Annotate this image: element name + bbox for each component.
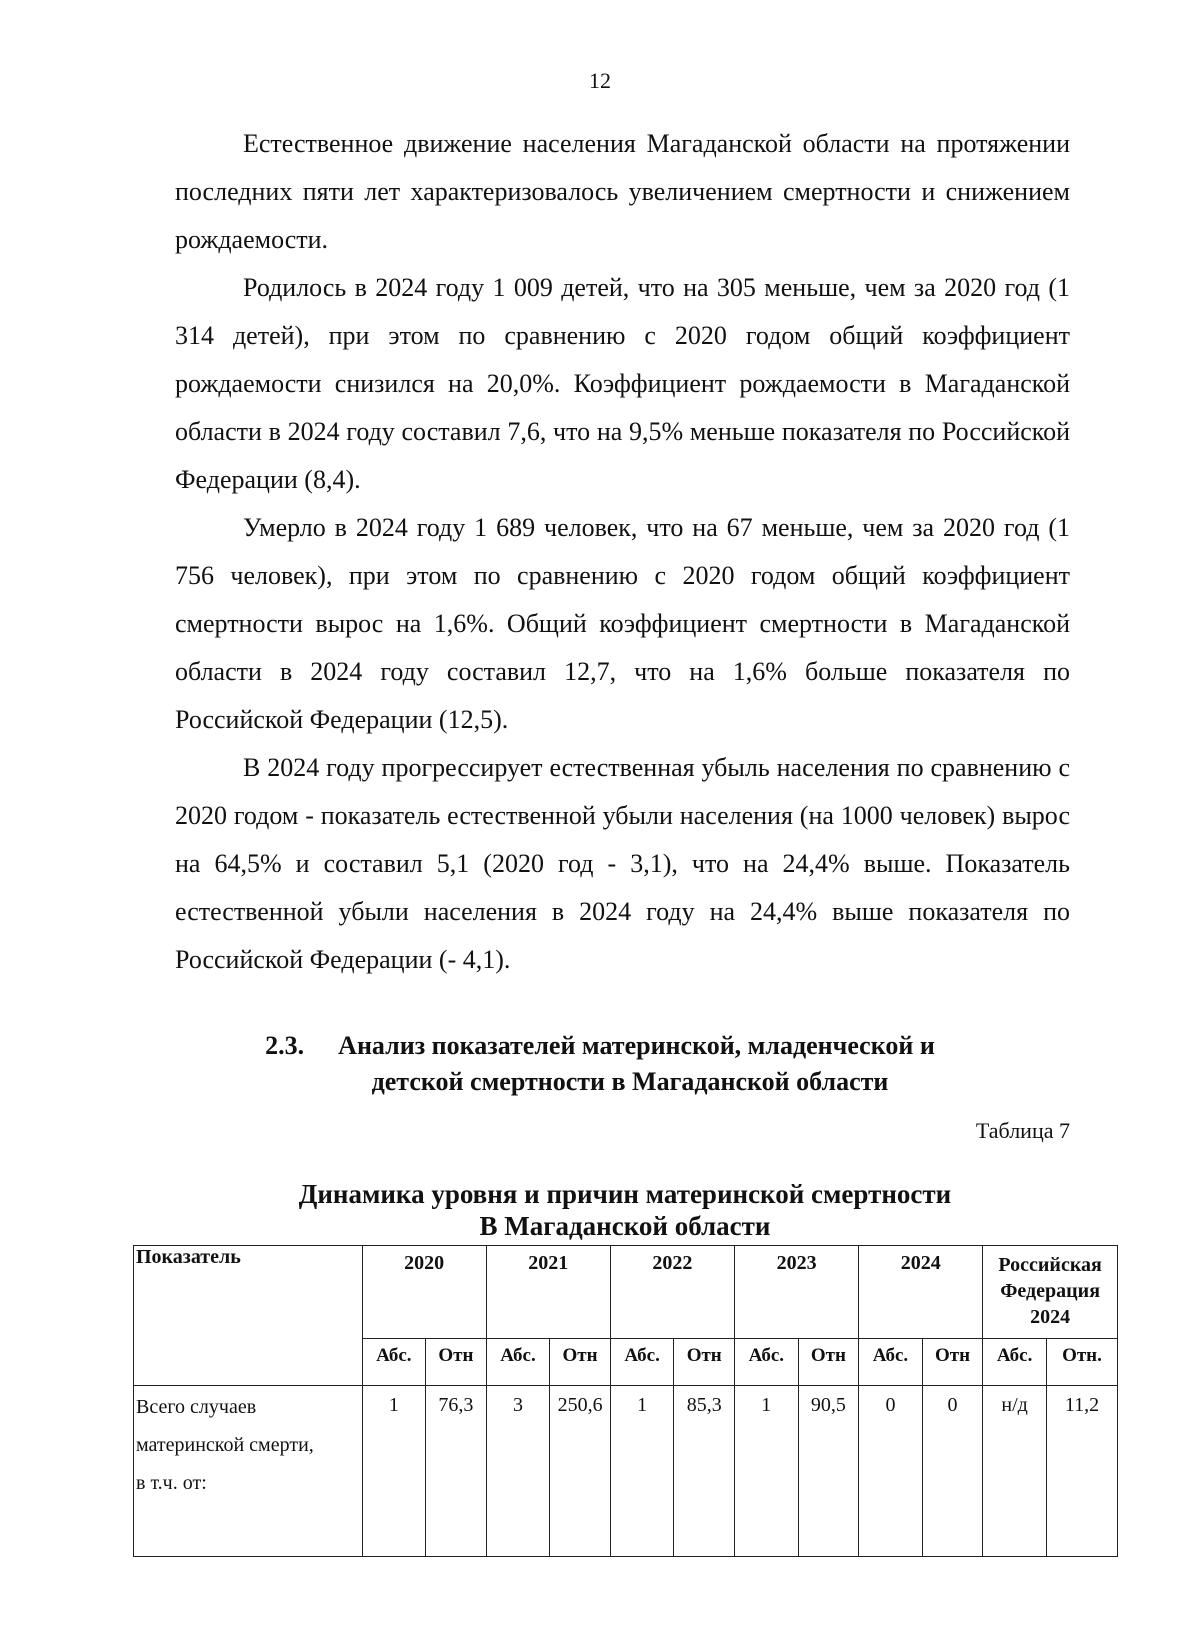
- header-rf-line1: Российская: [998, 1254, 1102, 1276]
- subheader-otn: Отн: [426, 1339, 487, 1386]
- cell-2020-abs: 1: [362, 1386, 426, 1557]
- cell-rf-otn: 11,2: [1046, 1386, 1117, 1557]
- header-year-2021: 2021: [486, 1246, 610, 1339]
- cell-2023-abs: 1: [734, 1386, 798, 1557]
- table-title: [0, 1178, 1200, 1242]
- subheader-otn: Отн: [550, 1339, 611, 1386]
- subheader-abs: Абс.: [983, 1339, 1047, 1386]
- section-number: 2.3.: [265, 1031, 305, 1060]
- section-heading: [0, 1028, 1200, 1100]
- header-year-2023: 2023: [734, 1246, 858, 1339]
- paragraph-1: Естественное движение населения Магаданской области на протяжении последних пяти лет характеризовалось увеличением смертности и снижением рождаемости.: [175, 129, 1070, 254]
- table-label: Таблица 7: [975, 1118, 1070, 1143]
- cell-2022-otn: 85,3: [674, 1386, 735, 1557]
- header-year-2020: 2020: [362, 1246, 486, 1339]
- subheader-abs: Абс.: [486, 1339, 550, 1386]
- mortality-table: [133, 1245, 1118, 1557]
- table-row: [134, 1386, 1118, 1557]
- cell-2021-abs: 3: [486, 1386, 550, 1557]
- cell-2024-otn: 0: [922, 1386, 983, 1557]
- cell-rf-abs: н/д: [983, 1386, 1047, 1557]
- row-label-line3: в т.ч. от:: [136, 1472, 207, 1494]
- header-year-2022: 2022: [610, 1246, 734, 1339]
- subheader-otn: Отн: [674, 1339, 735, 1386]
- cell-2024-abs: 0: [859, 1386, 923, 1557]
- table-header-row: [134, 1246, 1118, 1339]
- subheader-abs: Абс.: [859, 1339, 923, 1386]
- row-label-total-cases: [134, 1386, 363, 1557]
- subheader-abs: Абс.: [610, 1339, 674, 1386]
- cell-2020-otn: 76,3: [426, 1386, 487, 1557]
- page-number: 12: [589, 68, 611, 93]
- paragraph-3: Умерло в 2024 году 1 689 человек, что на 67 меньше, чем за 2020 год (1 756 человек), при этом по сравнению с 2020 годом общий коэффициент смертности вырос на 1,6%. Общий коэффициент смертности в Магаданской области в 2024 году составил 12,7, что на 1,6% больше показателя по Российской Федерации (12,5).: [175, 513, 1070, 734]
- header-rf-line3: 2024: [1030, 1306, 1071, 1328]
- subheader-abs: Абс.: [734, 1339, 798, 1386]
- section-title-line1: Анализ показателей материнской, младенческой и: [338, 1031, 935, 1060]
- cell-2022-abs: 1: [610, 1386, 674, 1557]
- subheader-otn: Отн: [922, 1339, 983, 1386]
- subheader-otn: Отн: [798, 1339, 859, 1386]
- row-label-line1: Всего случаев: [136, 1396, 257, 1418]
- header-indicator: Показатель: [134, 1246, 363, 1386]
- table-title-line2: В Магаданской области: [479, 1211, 771, 1241]
- section-heading-line1: [0, 1028, 1200, 1064]
- table-title-line1: Динамика уровня и причин материнской смертности: [298, 1179, 952, 1209]
- subheader-otn: Отн.: [1046, 1339, 1117, 1386]
- cell-2021-otn: 250,6: [550, 1386, 611, 1557]
- header-russian-federation: [983, 1246, 1118, 1339]
- cell-2023-otn: 90,5: [798, 1386, 859, 1557]
- paragraph-2: Родилось в 2024 году 1 009 детей, что на 305 меньше, чем за 2020 год (1 314 детей), при этом по сравнению с 2020 годом общий коэффициент рождаемости снизился на 20,0%. Коэффициент рождаемости в Магаданской области в 2024 году составил 7,6, что на 9,5% меньше показателя по Российской Федерации (8,4).: [175, 273, 1070, 494]
- subheader-abs: Абс.: [362, 1339, 426, 1386]
- header-year-2024: 2024: [859, 1246, 983, 1339]
- section-title-line2: детской смертности в Магаданской области: [371, 1067, 889, 1096]
- paragraph-4: В 2024 году прогрессирует естественная убыль населения по сравнению с 2020 годом - показатель естественной убыли населения (на 1000 человек) вырос на 64,5% и составил 5,1 (2020 год - 3,1), что на 24,4% выше. Показатель естественной убыли населения в 2024 году на 24,4% выше показателя по Российской Федерации (- 4,1).: [175, 753, 1070, 974]
- row-label-line2: материнской смерти,: [136, 1434, 314, 1456]
- header-rf-line2: Федерация: [1000, 1280, 1101, 1302]
